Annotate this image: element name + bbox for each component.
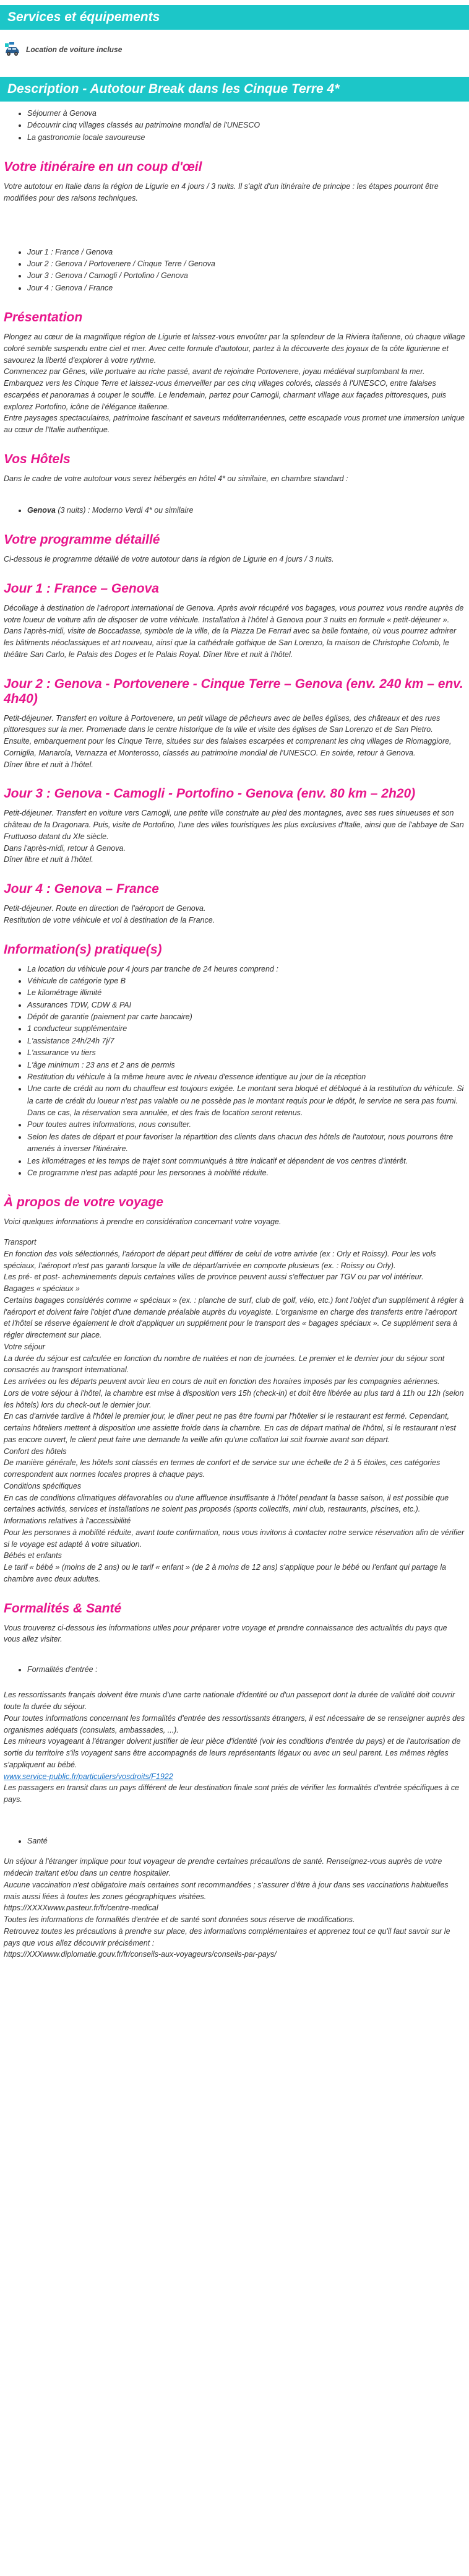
list-item: • Les kilométrages et les temps de trajet sont communiqués à titre indicatif et dépendent de vos centres d'intérêt. bbox=[27, 1155, 465, 1167]
hotels-heading: Vos Hôtels bbox=[4, 451, 71, 466]
paragraph: Un séjour à l'étranger implique pour tout voyageur de prendre certaines précautions de santé. Renseignez-vous auprès de votre médecin traitant et/ou dans un centre hospitalier. bbox=[4, 1857, 442, 1878]
diplomatie-link[interactable]: https://XXXwww.diplomatie.gouv.fr/fr/conseils-aux-voyageurs/conseils-par-pays/ bbox=[4, 1950, 277, 1959]
paragraph: Décollage à destination de l'aéroport international de Genova. Après avoir récupéré vos bagages, vous pourrez vous rendre auprès de votre loueur de voiture afin de disposer de votre véhicule. Installation à l'hôtel à Genova pour 3 nuits en formule « petit-déjeuner ». bbox=[4, 603, 464, 624]
paragraph: Petit-déjeuner. Route en direction de l'aéroport de Genova. bbox=[4, 904, 206, 913]
day3-heading: Jour 3 : Genova - Camogli - Portofino - Genova (env. 80 km – 2h20) bbox=[4, 786, 416, 801]
paragraph: Informations relatives à l'accessibilité bbox=[4, 1516, 131, 1525]
paragraph: En fonction des vols sélectionnés, l'aéroport de départ peut différer de celui de votre arrivée (ex : Orly et Roissy). Pour les vols spéciaux, l'aéroport n'est pas garanti lorsque la ville de départ/arrivée en comporte plusieurs (ex. : Roissy ou Orly). bbox=[4, 1249, 436, 1270]
list-item: • 1 conducteur supplémentaire bbox=[27, 1023, 465, 1035]
paragraph: Dans l'après-midi, retour à Genova. bbox=[4, 843, 126, 853]
list-item: • L'âge minimum : 23 ans et 2 ans de permis bbox=[27, 1060, 465, 1071]
paragraph: Conditions spécifiques bbox=[4, 1481, 82, 1490]
hotels-list bbox=[4, 505, 465, 516]
description-bullets bbox=[4, 108, 465, 144]
about-intro: Voici quelques informations à prendre en considération concernant votre voyage. bbox=[4, 1217, 282, 1227]
paragraph: Les arrivées ou les départs peuvent avoir lieu en cours de nuit en fonction des horaires imposés par les compagnies aériennes. bbox=[4, 1377, 440, 1386]
paragraph: Retrouvez toutes les précautions à prendre sur place, des informations complémentaires et apprenez tout ce qu'il faut savoir sur le pays que vous allez découvrir précisément : bbox=[4, 1926, 450, 1947]
paragraph: Les passagers en transit dans un pays différent de leur destination finale sont priés de vérifier les formalités d'entrée spécifiques à ce pays. bbox=[4, 1783, 460, 1804]
pasteur-link[interactable]: https://XXXXwww.pasteur.fr/fr/centre-medical bbox=[4, 1904, 158, 1913]
list-item: • Découvrir cinq villages classés au patrimoine mondial de l'UNESCO bbox=[27, 120, 465, 131]
paragraph: Les pré- et post- acheminements depuis certaines villes de province peuvent aussi s'effectuer par TGV ou par vol intérieur. bbox=[4, 1273, 424, 1282]
list-item: • Santé bbox=[27, 1835, 465, 1847]
itinerary-days bbox=[4, 246, 465, 295]
paragraph: Votre séjour bbox=[4, 1342, 45, 1351]
practical-list bbox=[4, 964, 465, 1180]
paragraph: Aucune vaccination n'est obligatoire mais certaines sont recommandées ; s'assurer d'être à jour dans ses vaccinations habituelles mais aussi liées à toutes les zones géographiques visitées. bbox=[4, 1880, 449, 1901]
list-item: • Pour toutes autres informations, nous consulter. bbox=[27, 1119, 465, 1131]
list-item: • Selon les dates de départ et pour favoriser la répartition des clients dans chacun des hôtels de l'autotour, nous pourrons être amenés à inverser l'itinéraire. bbox=[27, 1131, 465, 1155]
hotel-detail: (3 nuits) : Moderno Verdi 4* ou similaire bbox=[55, 505, 194, 515]
list-item: • L'assurance vu tiers bbox=[27, 1047, 465, 1059]
formalities-entry-list bbox=[4, 1664, 465, 1676]
formalities-heading: Formalités & Santé bbox=[4, 1601, 122, 1616]
about-heading: À propos de votre voyage bbox=[4, 1195, 163, 1210]
program-heading: Votre programme détaillé bbox=[4, 533, 160, 547]
car-rental-icon bbox=[4, 41, 21, 58]
presentation-heading: Présentation bbox=[4, 310, 83, 325]
list-item: • Restitution du véhicule à la même heure avec le niveau d'essence identique au jour de la réception bbox=[27, 1071, 465, 1083]
paragraph: Les ressortissants français doivent être munis d'une carte nationale d'identité ou d'un passeport dont la durée de validité doit couvrir toute la durée du séjour. bbox=[4, 1690, 455, 1712]
paragraph: Le tarif « bébé » (moins de 2 ans) ou le tarif « enfant » (de 2 à moins de 12 ans) s'applique pour le bébé ou l'enfant qui partage la chambre avec deux adultes. bbox=[4, 1563, 446, 1583]
list-item: • La location du véhicule pour 4 jours par tranche de 24 heures comprend : bbox=[27, 964, 465, 975]
list-item: • Ce programme n'est pas adapté pour les personnes à mobilité réduite. bbox=[27, 1167, 465, 1179]
list-item: • L'assistance 24h/24h 7j/7 bbox=[27, 1035, 465, 1047]
paragraph: Bébés et enfants bbox=[4, 1551, 62, 1560]
paragraph: Plongez au cœur de la magnifique région de Ligurie et laissez-vous envoûter par la splendeur de la Riviera italienne, où chaque village coloré semble suspendu entre ciel et mer. Avec cette formule d'autotour, partez à la découverte des joyaux de la côte ligurienne et savourez la liberté d'explorer à votre rythme. bbox=[4, 333, 465, 365]
list-item: • Jour 2 : Genova / Portovenere / Cinque Terre / Genova bbox=[27, 258, 465, 270]
list-item: • Jour 4 : Genova / France bbox=[27, 282, 465, 294]
itinerary-heading: Votre itinéraire en un coup d'œil bbox=[4, 160, 202, 175]
hotels-intro: Dans le cadre de votre autotour vous serez hébergés en hôtel 4* ou similaire, en chambre standard : bbox=[4, 474, 348, 483]
service-item bbox=[0, 30, 469, 64]
list-item: • Jour 1 : France / Genova bbox=[27, 246, 465, 258]
about-body bbox=[4, 1237, 465, 1585]
paragraph: En cas d'arrivée tardive à l'hôtel le premier jour, le dîner peut ne pas être fourni par l'hôtelier si le restaurant est fermé. Cependant, certains hôteliers mettent à disposition une assiette froide dans la chambre. En cas de départ matinal de l'hôtel, si le restaurant n'est pas encore ouvert, le client peut faire une demande la veille afin qu'une collation lui soit fournie avant son départ. bbox=[4, 1412, 456, 1444]
formalities-intro: Vous trouverez ci-dessous les informations utiles pour préparer votre voyage et prendre connaissance des actualités du pays que vous allez visiter. bbox=[4, 1623, 447, 1644]
service-label: Location de voiture incluse bbox=[26, 45, 123, 54]
paragraph: En cas de conditions climatiques défavorables ou d'une affluence insuffisante à l'hôtel pendant la basse saison, il est possible que certaines activités, services et installations ne soient pas proposés (sports collectifs, mini club, restaurants, piscines, etc.). bbox=[4, 1493, 449, 1514]
list-item bbox=[27, 505, 465, 516]
page bbox=[0, 5, 469, 1960]
paragraph: Entre paysages spectaculaires, patrimoine fascinant et saveurs méditerranéennes, cette escapade vous promet une immersion unique au cœur de l'Italie authentique. bbox=[4, 414, 465, 435]
list-item: • Une carte de crédit au nom du chauffeur est toujours exigée. Le montant sera bloqué et débloqué à la restitution du véhicule. Si la carte de crédit du loueur n'est pas valable ou ne possède pas le montant requis pour le dépôt, le service ne sera pas fourni. Dans ce cas, la réservation sera annulée, et des frais de location seront retenus. bbox=[27, 1083, 465, 1119]
formalities-health-list bbox=[4, 1835, 465, 1847]
paragraph: Lors de votre séjour à l'hôtel, la chambre est mise à disposition vers 15h (check-in) et doit être libérée au plus tard à 11h ou 12h (selon les hôtels) lors du check-out le dernier jour. bbox=[4, 1388, 464, 1409]
paragraph: Certains bagages considérés comme « spéciaux » (ex. : planche de surf, club de golf, vélo, etc.) font l'objet d'un supplément à régler à l'aéroport et doivent faire l'objet d'une demande préalable auprès du voyagiste. L'organisme en charge des transferts entre l'aéroport et l'hôtel se réserve également le droit d'appliquer un supplément pour le transport des « bagages spéciaux ». Ce supplément sera à régler directement sur place. bbox=[4, 1295, 464, 1339]
day1-heading: Jour 1 : France – Genova bbox=[4, 581, 159, 596]
service-public-link[interactable] bbox=[4, 1771, 465, 1783]
list-item: • Le kilométrage illimité bbox=[27, 987, 465, 999]
day4-heading: Jour 4 : Genova – France bbox=[4, 882, 159, 896]
itinerary-intro: Votre autotour en Italie dans la région de Ligurie en 4 jours / 3 nuits. Il s'agit d'un itinéraire de principe : les étapes pourront être modifiées pour des raisons techniques. bbox=[4, 182, 439, 202]
paragraph: Les mineurs voyageant à l'étranger doivent justifier de leur pièce d'identité (voir les conditions d'entrée du pays) et de l'autorisation de sortie du territoire s'ils voyagent sans être accompagnés de leurs représentants légaux ou avec un seul parent. Les mêmes règles s'appliquent au bébé. bbox=[4, 1737, 461, 1769]
list-item: • Véhicule de catégorie type B bbox=[27, 975, 465, 987]
paragraph: Restitution de votre véhicule et vol à destination de la France. bbox=[4, 915, 215, 925]
paragraph: Bagages « spéciaux » bbox=[4, 1284, 80, 1293]
list-item: • Jour 3 : Genova / Camogli / Portofino / Genova bbox=[27, 270, 465, 282]
practical-heading: Information(s) pratique(s) bbox=[4, 942, 162, 957]
paragraph: Toutes les informations de formalités d'entrée et de santé sont données sous réserve de modifications. bbox=[4, 1915, 355, 1924]
paragraph: Dîner libre et nuit à l'hôtel. bbox=[4, 855, 93, 864]
list-item: • Dépôt de garantie (paiement par carte bancaire) bbox=[27, 1011, 465, 1023]
paragraph: Petit-déjeuner. Transfert en voiture à Portovenere, un petit village de pêcheurs avec de belles églises, des châteaux et des rues pittoresques sur la mer. Promenade dans le centre historique de la ville et visite des églises de San Lorenzo et de San Pietro. bbox=[4, 713, 441, 734]
paragraph: De manière générale, les hôtels sont classés en termes de confort et de service sur une échelle de 2 à 5 étoiles, ces catégories correspondent aux normes locales propres à chaque pays. bbox=[4, 1458, 441, 1479]
paragraph: Pour les personnes à mobilité réduite, avant toute confirmation, nous vous invitons à contacter notre service réservation afin de vérifier si le voyage est adapté à votre situation. bbox=[4, 1528, 465, 1549]
paragraph: Dans l'après-midi, visite de Boccadasse, symbole de la ville, de la Piazza De Ferrari avec sa belle fontaine, où vous pourrez admirer les bâtiments néoclassiques et art nouveau, ainsi que la cathédrale gothique de San Lorenzo, la maison de Christophe Colomb, le théâtre San Carlo, le Palais des Doges et le Palais Royal. Dîner libre et nuit à l'hôtel. bbox=[4, 627, 457, 659]
paragraph: Petit-déjeuner. Transfert en voiture vers Camogli, une petite ville construite au pied des montagnes, avec ses rues sinueuses et son château de la Dragonara. Puis, visite de Portofino, l'une des villes touristiques les plus exclusives d'Italie, ainsi que de l'abbaye de San Fruttuoso datant du XIe siècle. bbox=[4, 809, 464, 841]
paragraph: La durée du séjour est calculée en fonction du nombre de nuitées et non de journées. Le premier et le dernier jour du séjour sont consacrés au transport international. bbox=[4, 1354, 445, 1375]
day2-heading: Jour 2 : Genova - Portovenere - Cinque Terre – Genova (env. 240 km – env. 4h40) bbox=[4, 676, 463, 706]
list-item: • Assurances TDW, CDW & PAI bbox=[27, 999, 465, 1011]
paragraph: Commencez par Gênes, ville portuaire au riche passé, avant de rejoindre Portovenere, joyau médiéval surplombant la mer. bbox=[4, 367, 425, 376]
paragraph: Embarquez vers les Cinque Terre et laissez-vous émerveiller par ces cinq villages colorés, classés à l'UNESCO, entre falaises escarpées et panoramas à couper le souffle. Le lendemain, partez pour Camogli, charmant village aux façades pittoresques, puis explorez Portofino, icône de l'élégance italienne. bbox=[4, 379, 446, 411]
hotel-city: Genova bbox=[27, 505, 56, 515]
services-header: Services et équipements bbox=[0, 5, 469, 30]
list-item: • Séjourner à Genova bbox=[27, 108, 465, 120]
paragraph: Dîner libre et nuit à l'hôtel. bbox=[4, 760, 93, 769]
description-header: Description - Autotour Break dans les Cinque Terre 4* bbox=[0, 77, 469, 102]
paragraph: Transport bbox=[4, 1238, 37, 1247]
list-item: • La gastronomie locale savoureuse bbox=[27, 132, 465, 144]
list-item: • Formalités d'entrée : bbox=[27, 1664, 465, 1676]
paragraph: Confort des hôtels bbox=[4, 1447, 67, 1456]
link[interactable]: www.service-public.fr/particuliers/vosdroits/F1922 bbox=[4, 1772, 173, 1781]
program-intro: Ci-dessous le programme détaillé de votre autotour dans la région de Ligurie en 4 jours / 3 nuits. bbox=[4, 555, 334, 564]
paragraph: Pour toutes informations concernant les formalités d'entrée des ressortissants étrangers, il est nécessaire de se renseigner auprès des organismes adéquats (consulats, ambassades, ...). bbox=[4, 1713, 465, 1734]
paragraph: Ensuite, embarquement pour les Cinque Terre, situées sur des falaises escarpées et comprenant les cinq villages de Riomaggiore, Corniglia, Manarola, Vernazza et Monterosso, classés au patrimoine mondial de l'UNESCO. En soirée, retour à Genova. bbox=[4, 737, 452, 757]
